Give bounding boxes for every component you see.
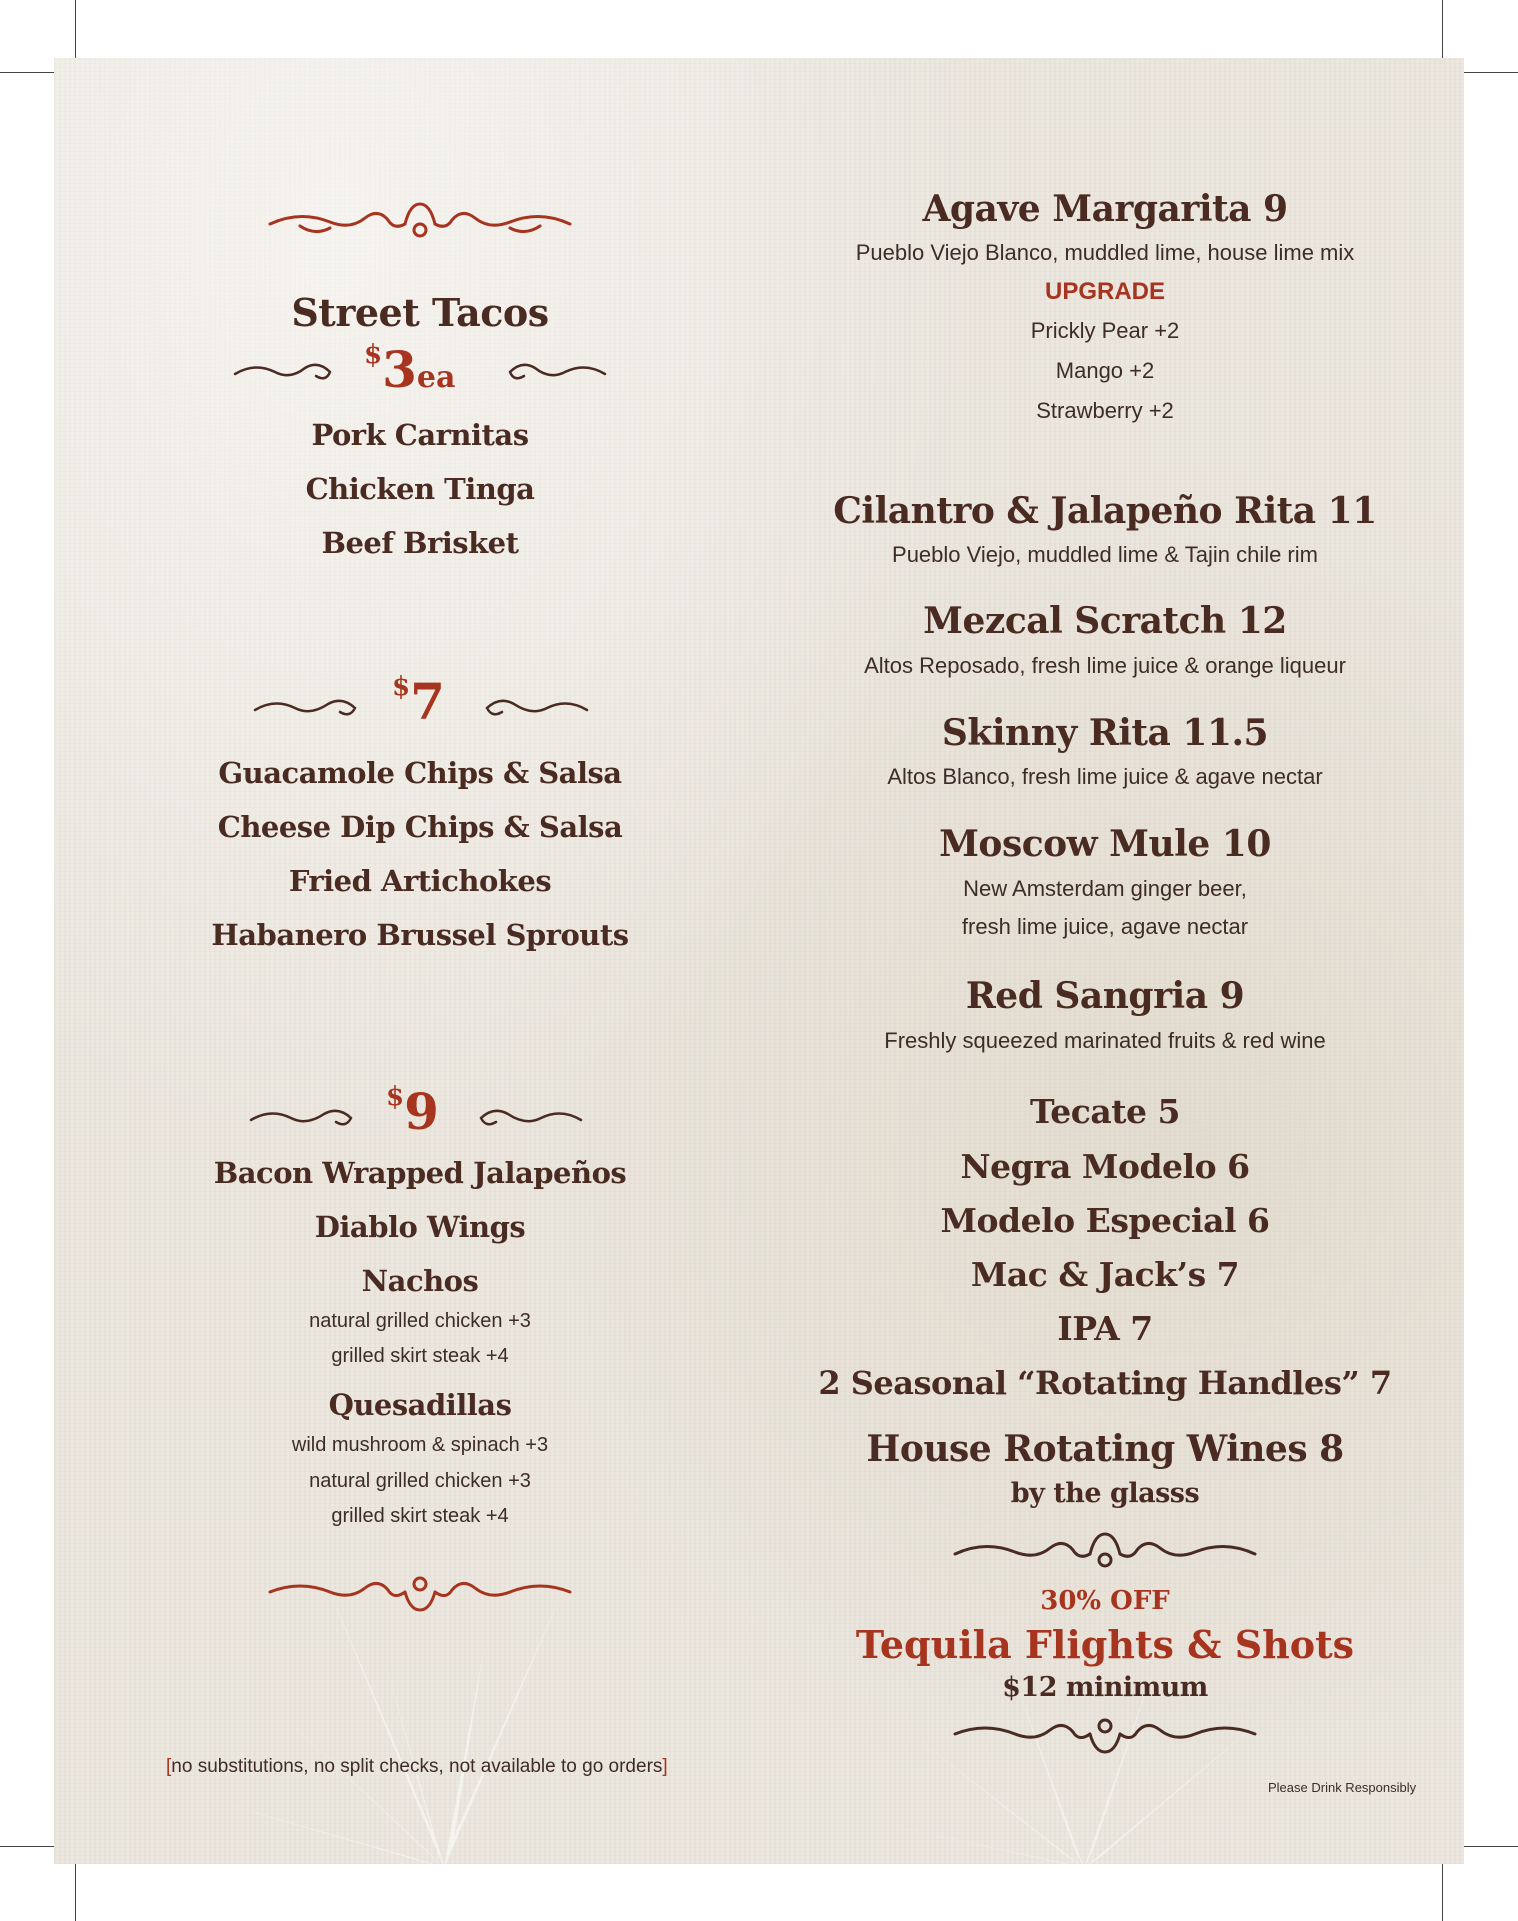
menu-item: Habanero Brussel Sprouts <box>211 918 629 952</box>
flourish-ornament <box>260 200 580 244</box>
food-column <box>160 0 680 1921</box>
menu-item: Bacon Wrapped Jalapeños <box>213 1156 627 1190</box>
tequila-discount: 30% OFF <box>1040 1586 1170 1616</box>
drinks-column <box>790 0 1420 1921</box>
drink-name: Red Sangria 9 <box>965 975 1245 1017</box>
crop-mark <box>75 0 76 58</box>
disclaimer-bracket: [ <box>166 1756 172 1777</box>
nachos-option: natural grilled chicken +3 <box>309 1310 531 1332</box>
menu-item: Guacamole Chips & Salsa <box>218 756 622 790</box>
drink-name: Moscow Mule 10 <box>939 823 1271 865</box>
price-symbol: $ <box>386 1082 405 1112</box>
beer-item: Tecate 5 <box>1030 1092 1180 1131</box>
flourish-left-ornament <box>230 356 340 386</box>
disclaimer-bracket: ] <box>662 1756 668 1777</box>
tacos-title: Street Tacos <box>291 290 549 335</box>
drink-description: Altos Blanco, fresh lime juice & agave nectar <box>887 764 1323 789</box>
crop-mark <box>1442 1864 1443 1921</box>
drink-name: Mezcal Scratch 12 <box>923 600 1287 642</box>
disclaimer <box>166 1756 668 1778</box>
flourish-left-ornament <box>246 1102 366 1132</box>
flourish-ornament <box>945 1712 1265 1756</box>
beer-item: Mac & Jack’s 7 <box>970 1255 1240 1294</box>
flourish-right-ornament <box>472 692 592 722</box>
tacos-price-row <box>160 340 680 400</box>
drink-name: Agave Margarita 9 <box>922 188 1288 230</box>
quesadillas-option: natural grilled chicken +3 <box>309 1470 531 1492</box>
flourish-ornament <box>945 1530 1265 1574</box>
crop-mark <box>1464 72 1518 73</box>
beer-item: Negra Modelo 6 <box>960 1147 1250 1186</box>
nachos-title: Nachos <box>361 1264 479 1298</box>
quesadillas-option: grilled skirt steak +4 <box>331 1505 509 1527</box>
flourish-right-ornament <box>466 1102 586 1132</box>
wine-name: House Rotating Wines 8 <box>866 1428 1344 1470</box>
flourish-ornament <box>260 1570 580 1614</box>
quesadillas-title: Quesadillas <box>328 1388 512 1422</box>
tequila-minimum: $12 minimum <box>1002 1672 1208 1703</box>
upgrade-option: Prickly Pear +2 <box>1030 318 1180 343</box>
drink-responsibly-note: Please Drink Responsibly <box>1268 1780 1417 1795</box>
disclaimer-text: no substitutions, no split checks, not available to go orders <box>171 1756 663 1777</box>
nachos-option: grilled skirt steak +4 <box>331 1345 509 1367</box>
beer-item: Modelo Especial 6 <box>940 1201 1270 1240</box>
crop-mark <box>1464 1846 1518 1847</box>
drink-name: Cilantro & Jalapeño Rita 11 <box>833 490 1377 532</box>
upgrade-label: UPGRADE <box>1044 278 1165 305</box>
menu-item: Chicken Tinga <box>305 472 535 506</box>
beer-item: 2 Seasonal “Rotating Handles” 7 <box>818 1364 1392 1402</box>
crop-mark <box>0 1846 55 1847</box>
nine-price-row <box>160 1082 680 1142</box>
flourish-right-ornament <box>500 356 610 386</box>
crop-mark <box>0 72 55 73</box>
price-symbol: $ <box>392 672 411 702</box>
drink-description: Freshly squeezed marinated fruits & red wine <box>884 1028 1326 1053</box>
upgrade-option: Strawberry +2 <box>1036 398 1174 423</box>
crop-mark <box>1442 0 1443 58</box>
menu-item: Pork Carnitas <box>311 418 529 452</box>
drink-description: New Amsterdam ginger beer, <box>963 876 1247 901</box>
menu-item: Cheese Dip Chips & Salsa <box>217 810 623 844</box>
price-suffix: ea <box>416 360 456 395</box>
wine-subtitle: by the glasss <box>1010 1478 1200 1509</box>
menu-item: Beef Brisket <box>321 526 519 560</box>
drink-description: Pueblo Viejo Blanco, muddled lime, house lime mix <box>855 240 1355 265</box>
menu-item: Fried Artichokes <box>288 864 552 898</box>
flourish-left-ornament <box>250 692 370 722</box>
drink-name: Skinny Rita 11.5 <box>941 712 1269 754</box>
drink-description: Pueblo Viejo, muddled lime & Tajin chile rim <box>892 542 1318 567</box>
drink-description: fresh lime juice, agave nectar <box>961 914 1249 939</box>
tacos-price: 3 <box>382 340 417 399</box>
beer-item: IPA 7 <box>1057 1309 1153 1348</box>
quesadillas-option: wild mushroom & spinach +3 <box>291 1434 549 1456</box>
drink-description: Altos Reposado, fresh lime juice & orange liqueur <box>864 653 1346 678</box>
crop-mark <box>75 1864 76 1921</box>
tequila-title: Tequila Flights & Shots <box>855 1622 1355 1667</box>
upgrade-option: Mango +2 <box>1055 358 1155 383</box>
price-symbol: $ <box>364 340 383 370</box>
nine-price: 9 <box>404 1082 439 1141</box>
seven-price-row <box>160 672 680 732</box>
menu-item: Diablo Wings <box>314 1210 526 1244</box>
seven-price: 7 <box>410 672 445 731</box>
